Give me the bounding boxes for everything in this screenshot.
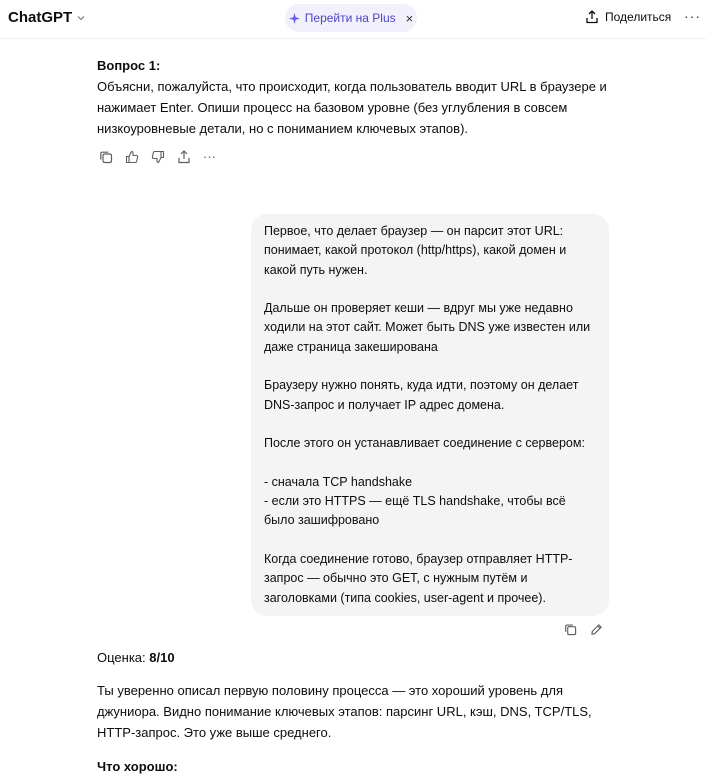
sparkle-icon: [289, 13, 300, 24]
user-message-bubble: [251, 214, 609, 616]
top-bar: [0, 0, 706, 39]
user-message-actions: [562, 621, 604, 637]
thumbs-up-icon[interactable]: [123, 148, 140, 165]
copy-icon[interactable]: [562, 621, 578, 637]
score-label: Оценка:: [97, 650, 146, 665]
user-message-paragraph: - сначала TCP handshake: [264, 474, 413, 489]
close-icon[interactable]: ×: [405, 10, 414, 26]
upgrade-label: Перейти на Plus: [304, 11, 396, 25]
more-options-icon[interactable]: ···: [684, 8, 701, 24]
good-heading: Что хорошо:: [97, 759, 178, 774]
user-message-paragraph: Браузеру нужно понять, куда идти, поэтому он делает DNS-запрос и получает IP адрес домена.: [264, 378, 579, 412]
edit-icon[interactable]: [588, 621, 604, 637]
thumbs-down-icon[interactable]: [149, 148, 166, 165]
share-label: Поделиться: [605, 10, 672, 24]
share-icon[interactable]: [175, 148, 192, 165]
upgrade-plus-button[interactable]: [285, 4, 417, 32]
share-button[interactable]: [585, 10, 671, 24]
question-body: Объясни, пожалуйста, что происходит, когда пользователь вводит URL в браузере и нажимает Enter. Опиши процесс на базовом уровне (без углубления в совсем низкоуровневые детали, но с пониманием ключевых этапов).: [97, 79, 607, 136]
more-icon[interactable]: ···: [203, 149, 216, 164]
user-message-paragraph: Дальше он проверяет кеши — вдруг мы уже недавно ходили на этот сайт. Может быть DNS уже известен или даже страница закеширована: [264, 301, 591, 354]
user-message-paragraph: Первое, что делает браузер — он парсит этот URL: понимает, какой протокол (http/https), какой домен и какой путь нужен.: [264, 224, 567, 277]
assistant-feedback: Ты уверенно описал первую половину процесса — это хороший уровень для джуниора. Видно понимание ключевых этапов: парсинг URL, кэш, DNS, TCP/TLS, HTTP-запрос. Это уже выше среднего.: [97, 683, 592, 740]
user-message-paragraph: Когда соединение готово, браузер отправляет HTTP-запрос — обычно это GET, с нужным путём и заголовками (типа cookies, user-agent и прочее).: [264, 552, 573, 605]
model-selector[interactable]: [8, 9, 86, 26]
message-actions: [97, 148, 218, 165]
chevron-down-icon: [76, 13, 86, 23]
share-icon: [585, 10, 599, 24]
user-message-paragraph: - если это HTTPS — ещё TLS handshake, чтобы всё было зашифровано: [264, 494, 566, 528]
user-message-paragraph: После этого он устанавливает соединение с сервером:: [264, 436, 585, 451]
app-title: ChatGPT: [8, 9, 73, 26]
assistant-question: [97, 55, 617, 139]
question-title: Вопрос 1:: [97, 58, 161, 73]
copy-icon[interactable]: [97, 148, 114, 165]
score-value: 8/10: [149, 650, 175, 665]
score-line: [97, 647, 617, 668]
